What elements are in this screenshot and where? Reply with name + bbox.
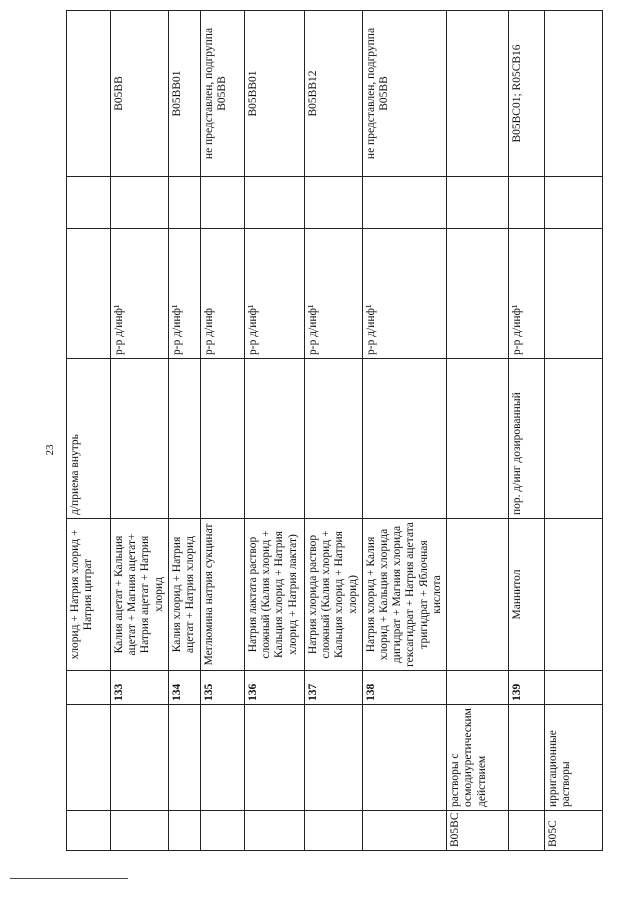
atc-code-cell xyxy=(304,811,362,851)
row-number-cell xyxy=(545,671,603,705)
row-number-cell: 134 xyxy=(168,671,200,705)
atc-code-cell xyxy=(509,811,545,851)
note-cell xyxy=(545,177,603,229)
note-cell xyxy=(304,177,362,229)
atc-reference-cell: B05BC01; R05CB16 xyxy=(509,11,545,177)
row-number-cell xyxy=(447,671,509,705)
atc-reference-cell xyxy=(67,11,111,177)
row-number-cell xyxy=(67,671,111,705)
rotated-table-container xyxy=(66,11,584,851)
atc-reference-cell: не представлен, подгруппа B05BB xyxy=(200,11,244,177)
solution-form-cell: р-р д/инф¹ xyxy=(509,229,545,359)
drug-name-cell: Меглюмина натрия сукцинат xyxy=(200,519,244,671)
page-number: 23 xyxy=(44,444,56,456)
drug-name-cell: Маннитол xyxy=(509,519,545,671)
group-name-cell xyxy=(509,705,545,811)
atc-reference-cell: не представлен, подгруппа B05BB xyxy=(362,11,446,177)
drug-name-cell xyxy=(545,519,603,671)
note-cell xyxy=(67,177,111,229)
group-name-cell xyxy=(67,705,111,811)
drug-name-cell: Калия хлорид + Натрия ацетат + Натрия хлорид xyxy=(168,519,200,671)
row-number-cell: 138 xyxy=(362,671,446,705)
atc-reference-cell: B05BB01 xyxy=(244,11,304,177)
atc-reference-cell: B05BB xyxy=(111,11,169,177)
dosage-form-cell xyxy=(111,359,169,519)
atc-code-cell xyxy=(168,811,200,851)
row-number-cell: 136 xyxy=(244,671,304,705)
atc-reference-cell xyxy=(447,11,509,177)
table-row xyxy=(447,11,509,851)
table-row xyxy=(244,11,304,851)
footnote-rule xyxy=(10,878,128,879)
table-row xyxy=(111,11,169,851)
row-number-cell: 135 xyxy=(200,671,244,705)
note-cell xyxy=(447,177,509,229)
group-name-cell xyxy=(362,705,446,811)
group-name-cell xyxy=(111,705,169,811)
group-name-cell: ирригационные растворы xyxy=(545,705,603,811)
drug-name-cell: хлорид + Натрия хлорид + Натрия цитрат xyxy=(67,519,111,671)
table-row xyxy=(545,11,603,851)
dosage-form-cell xyxy=(244,359,304,519)
note-cell xyxy=(244,177,304,229)
atc-reference-cell: B05BB12 xyxy=(304,11,362,177)
atc-reference-cell xyxy=(545,11,603,177)
note-cell xyxy=(111,177,169,229)
drug-name-cell xyxy=(447,519,509,671)
note-cell xyxy=(362,177,446,229)
solution-form-cell xyxy=(67,229,111,359)
atc-code-cell xyxy=(200,811,244,851)
solution-form-cell: р-р д/инф¹ xyxy=(304,229,362,359)
drug-table xyxy=(66,10,603,851)
atc-code-cell xyxy=(244,811,304,851)
note-cell xyxy=(200,177,244,229)
dosage-form-cell xyxy=(362,359,446,519)
dosage-form-cell: пор. д/инг дозированный xyxy=(509,359,545,519)
table-row xyxy=(67,11,111,851)
dosage-form-cell: д/приема внутрь xyxy=(67,359,111,519)
atc-reference-cell: B05BB01 xyxy=(168,11,200,177)
group-name-cell: растворы с осмодиуретическим действием xyxy=(447,705,509,811)
dosage-form-cell xyxy=(168,359,200,519)
solution-form-cell: р-р д/инф¹ xyxy=(362,229,446,359)
table-row xyxy=(304,11,362,851)
table-row xyxy=(509,11,545,851)
solution-form-cell xyxy=(545,229,603,359)
solution-form-cell: р-р д/инф xyxy=(200,229,244,359)
drug-name-cell: Натрия лактата раствор сложный (Калия хлорид + Кальция хлорид + Натрия хлорид + Натрия лактат) xyxy=(244,519,304,671)
atc-code-cell: B05C xyxy=(545,811,603,851)
solution-form-cell: р-р д/инф¹ xyxy=(168,229,200,359)
note-cell xyxy=(168,177,200,229)
row-number-cell: 139 xyxy=(509,671,545,705)
atc-code-cell xyxy=(67,811,111,851)
solution-form-cell: р-р д/инф¹ xyxy=(244,229,304,359)
drug-name-cell: Натрия хлорид + Калия хлорид + Кальция хлорида дигидрат + Магния хлорида гексагидрат + Натрия ацетата тригидрат + Яблочная кислота xyxy=(362,519,446,671)
table-row xyxy=(200,11,244,851)
row-number-cell: 133 xyxy=(111,671,169,705)
group-name-cell xyxy=(304,705,362,811)
dosage-form-cell xyxy=(447,359,509,519)
table-row xyxy=(362,11,446,851)
dosage-form-cell xyxy=(304,359,362,519)
dosage-form-cell xyxy=(545,359,603,519)
atc-code-cell xyxy=(362,811,446,851)
row-number-cell: 137 xyxy=(304,671,362,705)
group-name-cell xyxy=(244,705,304,811)
note-cell xyxy=(509,177,545,229)
dosage-form-cell xyxy=(200,359,244,519)
atc-code-cell xyxy=(111,811,169,851)
table-body xyxy=(67,11,603,851)
solution-form-cell: р-р д/инф¹ xyxy=(111,229,169,359)
table-row xyxy=(168,11,200,851)
drug-name-cell: Натрия хлорида раствор сложный (Калия хлорид + Кальция хлорид + Натрия хлорид) xyxy=(304,519,362,671)
group-name-cell xyxy=(168,705,200,811)
solution-form-cell xyxy=(447,229,509,359)
drug-name-cell: Калия ацетат + Кальция ацетат + Магния ацетат+ Натрия ацетат + Натрия хлорид xyxy=(111,519,169,671)
atc-code-cell: B05BC xyxy=(447,811,509,851)
group-name-cell xyxy=(200,705,244,811)
